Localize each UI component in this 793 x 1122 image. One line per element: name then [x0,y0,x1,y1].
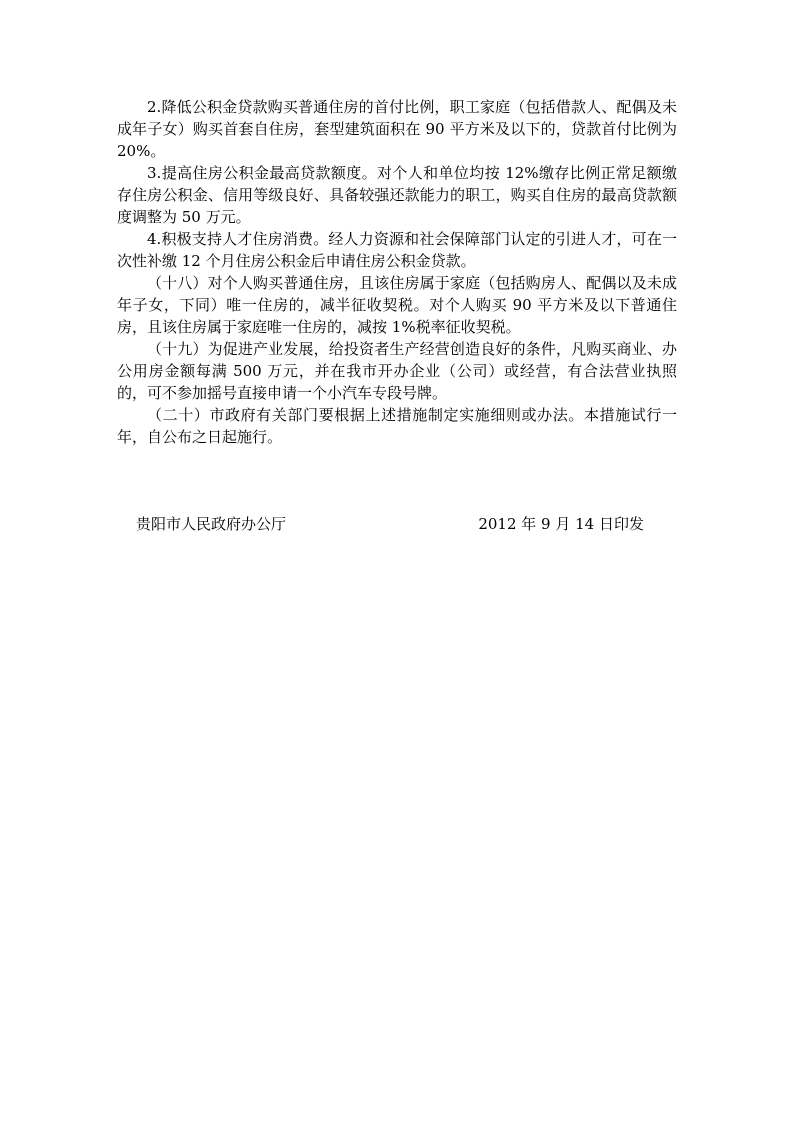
paragraph-license-plate: （十九）为促进产业发展，给投资者生产经营创造良好的条件，凡购买商业、办公用房金额每满 500 万元，并在我市开办企业（公司）或经营，有合法营业执照的，可不参加摇号直接申请一个小汽车专段号牌。 [117,340,677,402]
paragraph-talent-housing: 4.积极支持人才住房消费。经人力资源和社会保障部门认定的引进人才，可在一次性补缴 12 个月住房公积金后申请住房公积金贷款。 [117,230,677,270]
paragraph-deed-tax: （十八）对个人购买普通住房，且该住房属于家庭（包括购房人、配偶以及未成年子女，下同）唯一住房的，减半征收契税。对个人购买 90 平方米及以下普通住房，且该住房属于家庭唯一住房的，减按 1%税率征收契税。 [117,274,677,336]
document-footer [136,513,644,535]
document-body [117,96,677,448]
paragraph-implementation: （二十）市政府有关部门要根据上述措施制定实施细则或办法。本措施试行一年，自公布之日起施行。 [117,406,677,446]
issuer-name: 贵阳市人民政府办公厅 [136,515,287,533]
issue-date: 2012 年 9 月 14 日印发 [478,515,644,533]
paragraph-housing-fund-loan-limit: 3.提高住房公积金最高贷款额度。对个人和单位均按 12%缴存比例正常足额缴存住房公积金、信用等级良好、具备较强还款能力的职工，购买自住房的最高贷款额度调整为 50 万元。 [117,164,677,226]
paragraph-housing-fund-down-payment: 2.降低公积金贷款购买普通住房的首付比例，职工家庭（包括借款人、配偶及未成年子女）购买首套自住房，套型建筑面积在 90 平方米及以下的，贷款首付比例为 20%。 [117,98,677,160]
